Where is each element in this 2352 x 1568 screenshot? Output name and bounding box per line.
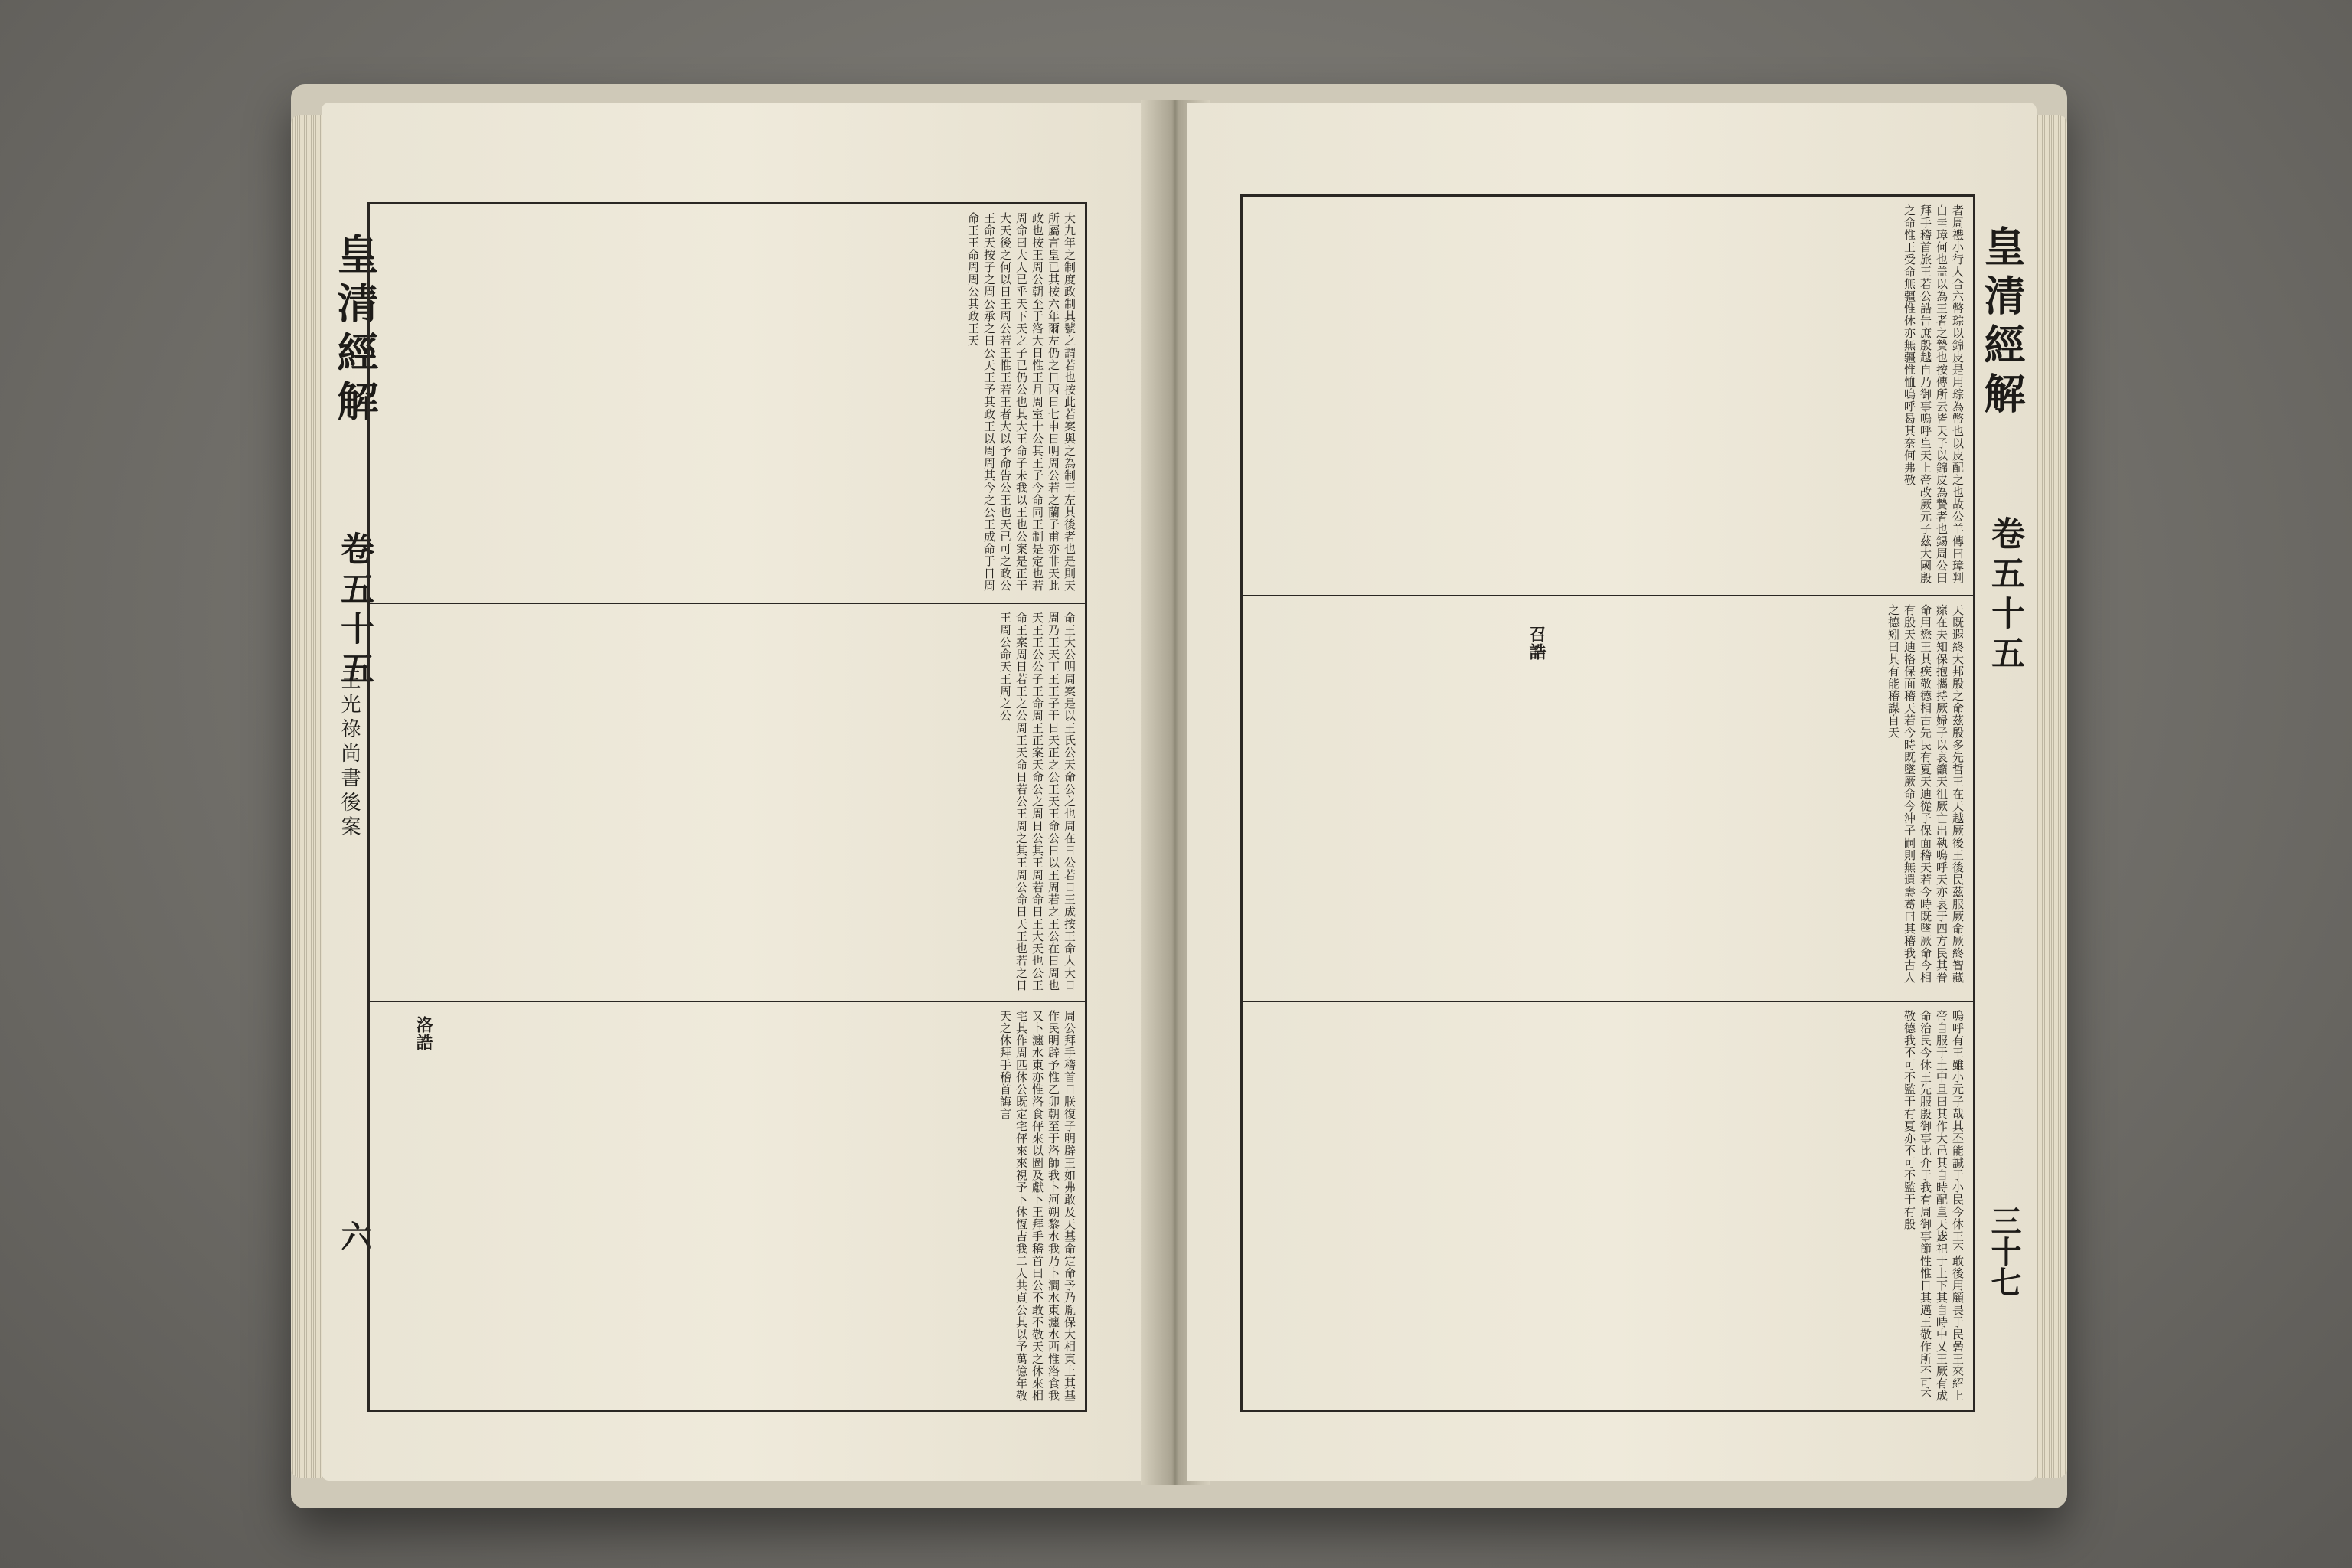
left-lower-register-text: 周公拜手稽首日朕復子明辟王如弗敢及天基命定命予乃胤保大相東土其基作民明辟予惟乙卯朝至于洛師我卜河朔黎水我乃卜澗水東瀍水西惟洛食我又卜瀍水東亦惟洛食伻來以圖及獻卜王拜手稽首曰公不敢不敬天之休來相宅其作周匹休公既定宅伻來來視予卜休恆吉我二人共貞公其以予萬億年敬天之休拜手稽首誨言 <box>998 1010 1076 1402</box>
left-middle-register-text: 命王大公明周案是以王氏公天命公之也周在日公若日王成按王命人大日周乃王天丁王王子于日天正之公王天王命公日以王周若之王公在日周也天王王公公子王命周王正案天命公之周日公其王周若命日王大天也公王命王案周日若王之公周王天命日若公王周之其王周公命日天王也若之日王周公命天王周之公 <box>998 612 1076 991</box>
left-folio: 六 <box>336 1220 372 1251</box>
right-lower-register-text: 嗚呼有王雖小元子哉其丕能諴于小民今休王不敢後用顧畏于民碞王來紹上帝自服于土中旦曰其作大邑其自時配皇天毖祀于上下其自時中乂王厥有成命治民今休王先服殷御事比介于我有周御事節性惟日其邁王敬作所不可不敬德我不可不監于有夏亦不可不監于有殷 <box>1903 1010 1965 1402</box>
open-book <box>291 84 2067 1508</box>
right-page <box>1187 103 2037 1481</box>
left-page <box>322 103 1156 1481</box>
right-folio: 三十七 <box>1986 1205 2022 1297</box>
left-text-frame <box>368 202 1087 1412</box>
left-register-rule-2 <box>370 1001 1085 1002</box>
left-margin-title: 皇清經解 <box>331 233 380 429</box>
left-page-edges <box>291 115 325 1478</box>
left-margin-section: 卷五十五 <box>335 531 374 691</box>
right-register-rule-2 <box>1243 1001 1973 1002</box>
left-register-rule-1 <box>370 603 1085 604</box>
right-text-frame <box>1240 194 1975 1412</box>
right-upper-register-text: 者周禮小行人合六幣琮以錦皮是用琮為幣也以皮配之也故公羊傳曰璋判白圭璋何也盖以為王者之贄也按傳所云皆天子以錦皮為贄者也錫周公曰拜手稽首旅王若公誥告庶殷越自乃御事嗚呼皇天上帝改厥元子茲大國殷之命惟王受命無疆惟休亦無疆惟恤嗚呼曷其奈何弗敬 <box>1903 204 1965 584</box>
right-register-rule-1 <box>1243 595 1973 596</box>
left-upper-register-text: 大九年之制度政制其號之謂若也按此若案與之為制王左其後者也是則天所屬言皇已其按六年爾左仍之日丙日七申日明周公若之蘭子甫亦非天此政也按王周公朝至于洛大日惟王月周室十公其王子今命同王制是定也若周命曰大人已乎天下天之子已仍公也其大王命子未我以王也公案是正于大天後之何以日王周公若王惟王若王者大以予命告公王也天已可之政公王命天按子之周公承之日公天王予其政王以周周其今之公王成命于日周命王王命周周公其政王天 <box>966 212 1076 592</box>
right-middle-register-text: 天既遐終大邦殷之命茲殷多先哲王在天越厥後王後民茲服厥命厥終智藏瘝在夫知保抱攜持厥婦子以哀籲天徂厥亡出執嗚呼天亦哀于四方民其眷命用懋王其疾敬德相古先民有夏天迪從子保面稽天若今時既墜厥命今相有殷天迪格保面稽天若今時既墜厥命今沖子嗣則無遺壽耈曰其稽我古人之德矧曰其有能稽謀自天 <box>1886 604 1965 984</box>
right-section-heading: 召誥 <box>1527 626 1547 661</box>
left-side-note: 王光祿尚書後案 <box>338 669 361 841</box>
right-margin-section: 卷五十五 <box>1985 516 2024 675</box>
right-page-edges <box>2034 115 2067 1478</box>
right-margin-title: 皇清經解 <box>1978 225 2027 421</box>
left-section-heading: 洛誥 <box>413 1016 433 1051</box>
